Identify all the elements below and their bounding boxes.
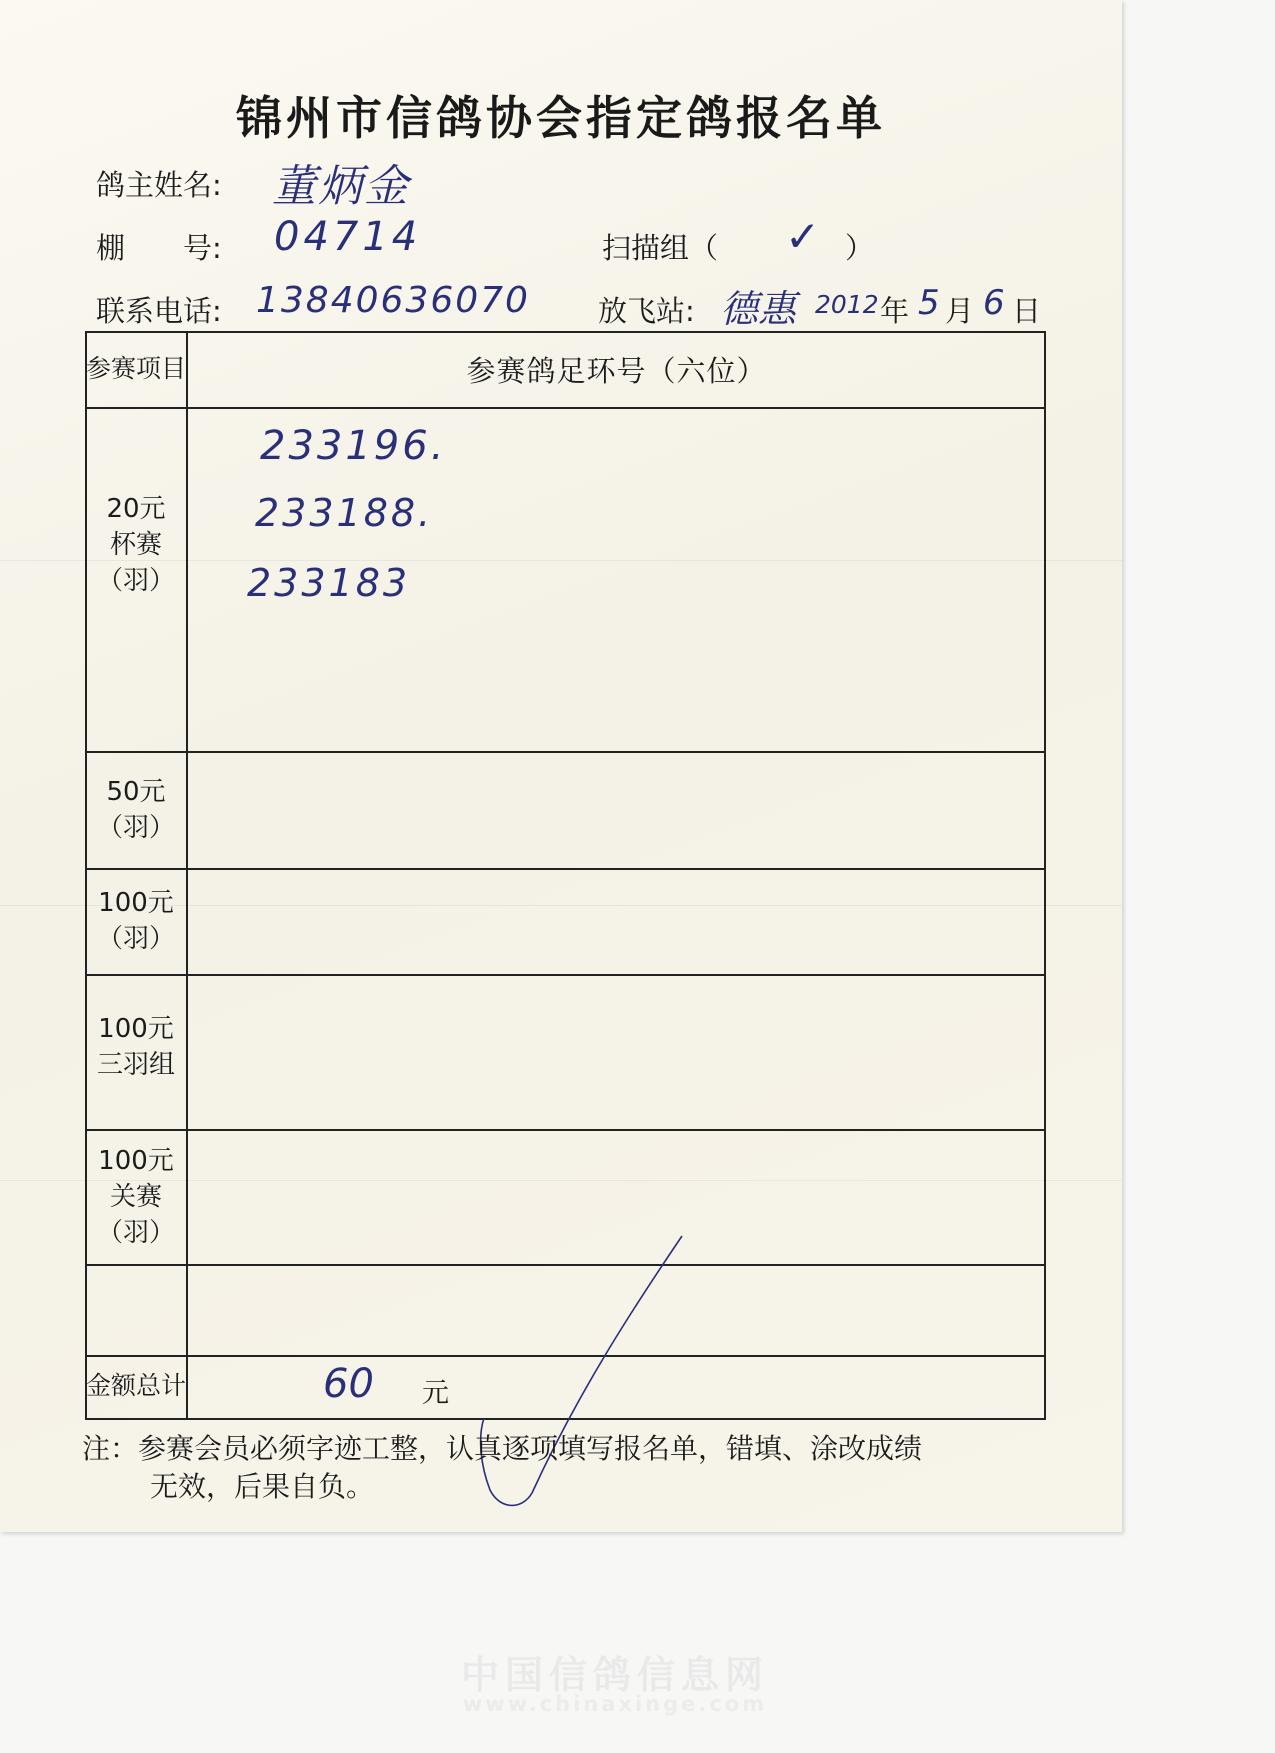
total-amount-value[interactable]: 60 [323, 1361, 374, 1407]
date-day-value[interactable]: 6 [983, 283, 1005, 323]
ring-number[interactable]: 233196. [260, 423, 447, 469]
row-label-line: 三羽组 [96, 1050, 175, 1080]
loft-number-value[interactable]: 04714 [274, 214, 422, 260]
scan-group-label: 扫描组（ [602, 231, 719, 265]
note-line: 无效，后果自负。 [150, 1470, 375, 1503]
phone-value[interactable]: 13840636070 [256, 280, 530, 321]
ring-number[interactable]: 233188. [255, 491, 434, 535]
owner-name-value[interactable]: 董炳金 [272, 161, 410, 212]
row-label-line: （羽） [96, 1218, 175, 1248]
total-amount-unit: 元 [422, 1378, 449, 1409]
table-row-divider [85, 868, 1046, 870]
row-label-line: 20元 [106, 494, 166, 524]
row-label-line: （羽） [96, 566, 175, 596]
row-100-pass-race-label [85, 1143, 187, 1251]
table-row-divider [85, 751, 1046, 753]
row-label-line: 100元 [98, 1146, 174, 1176]
date-month-value[interactable]: 5 [918, 283, 940, 323]
note-line: 注：参赛会员必须字迹工整，认真逐项填写报名单，错填、涂改成绩 [82, 1432, 923, 1465]
form-title: 锦州市信鸽协会指定鸽报名单 [236, 91, 886, 145]
row-label-line: 100元 [98, 1014, 174, 1044]
row-label-line: 关赛 [109, 1182, 162, 1212]
date-day-unit: 日 [1012, 294, 1042, 328]
table-row-divider [85, 407, 1046, 409]
release-station-value[interactable]: 德惠 [720, 287, 797, 331]
table-border-right [1044, 331, 1046, 1420]
release-station-label: 放飞站: [598, 294, 695, 328]
watermark-url: www.chinaxinge.com [462, 1692, 768, 1716]
header-item-label: 参赛项目 [85, 354, 186, 383]
row-label-line: 杯赛 [109, 530, 162, 560]
ring-number[interactable]: 233183 [247, 561, 411, 605]
row-label-line: 100元 [98, 888, 174, 918]
header-rings-label: 参赛鸽足环号（六位） [466, 353, 767, 388]
row-label-line: 50元 [106, 777, 166, 807]
row-100-label [85, 885, 187, 957]
date-year-value[interactable]: 2012 [815, 290, 879, 319]
row-label-line: （羽） [96, 924, 175, 954]
table-row-divider [85, 974, 1046, 976]
table-row-divider [85, 1129, 1046, 1131]
row-100-three-group-label [85, 1011, 187, 1083]
phone-label: 联系电话: [96, 294, 222, 328]
scan-group-close: ） [845, 231, 875, 265]
row-label-line: （羽） [96, 813, 175, 843]
total-amount-label: 金额总计 [85, 1371, 186, 1400]
row-50-label [85, 774, 187, 846]
watermark-logo-text: 中国信鸽信息网 [460, 1653, 769, 1697]
loft-label: 棚 号: [96, 231, 222, 265]
date-year-unit: 年 [880, 294, 910, 328]
date-month-unit: 月 [945, 294, 975, 328]
scan-group-checkmark-icon[interactable]: ✓ [785, 212, 821, 261]
owner-label: 鸽主姓名: [96, 168, 222, 202]
form-note [82, 1430, 922, 1506]
row-20-cup-label [85, 491, 187, 599]
